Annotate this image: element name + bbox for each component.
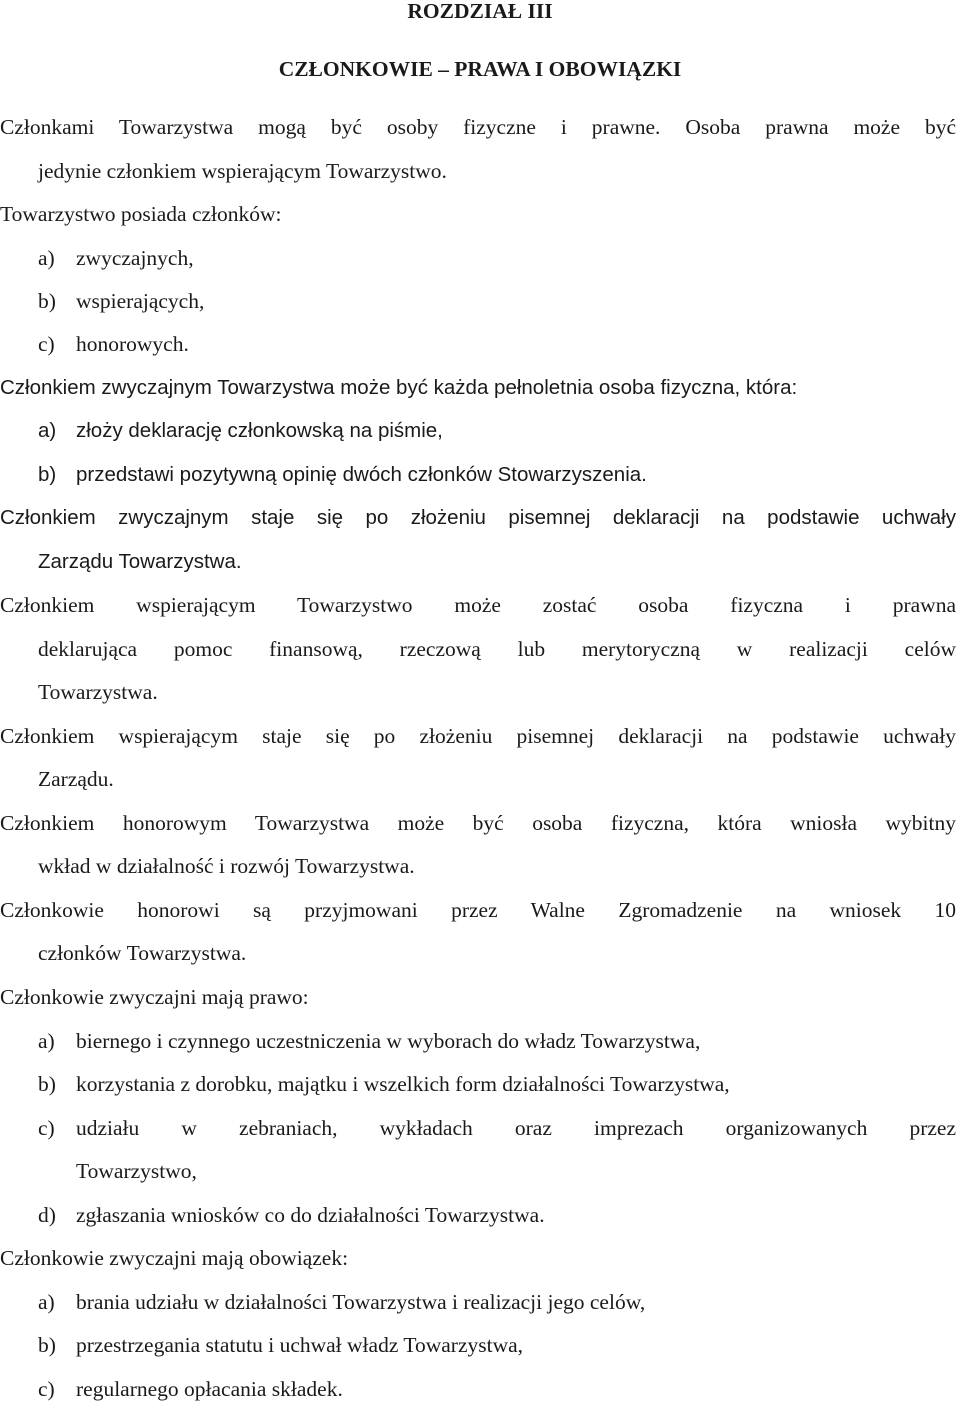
paragraph-9-intro: Członkowie zwyczajni mają prawo: (0, 985, 309, 1009)
list-item-text: honorowych. (76, 332, 189, 356)
list-item-continuation: Towarzystwo, (76, 1159, 197, 1183)
list-item-text: regularnego opłacania składek. (76, 1377, 343, 1401)
paragraph-10-intro: Członkowie zwyczajni mają obowiązek: (0, 1246, 349, 1270)
paragraph-2-intro: Towarzystwo posiada członków: (0, 202, 282, 226)
paragraph-1-line-1: Członkami Towarzystwa mogą być osoby fizyczne i prawne. Osoba prawna może być (0, 115, 956, 139)
list-item-label: c) (38, 1116, 55, 1140)
list-item-label: c) (38, 332, 55, 356)
paragraph-3-intro: Członkiem zwyczajnym Towarzystwa może być każda pełnoletnia osoba fizyczna, która: (0, 376, 798, 399)
paragraph-8-line-1: Członkowie honorowi są przyjmowani przez Walne Zgromadzenie na wniosek 10 (0, 898, 956, 922)
list-item-label: b) (38, 289, 56, 313)
list-item-label: b) (38, 1333, 56, 1357)
list-item-label: b) (38, 463, 57, 486)
list-item-text: wspierających, (76, 289, 205, 313)
list-item-text: udziału w zebraniach, wykładach oraz imprezach organizowanych przez (76, 1116, 956, 1140)
paragraph-7-line-2: wkład w działalność i rozwój Towarzystwa. (38, 854, 415, 878)
list-item-text: brania udziału w działalności Towarzystwa i realizacji jego celów, (76, 1290, 646, 1314)
chapter-title: ROZDZIAŁ III (407, 0, 553, 23)
chapter-subtitle: CZŁONKOWIE – PRAWA I OBOWIĄZKI (278, 57, 682, 81)
list-item-label: b) (38, 1072, 56, 1096)
list-item-text: przedstawi pozytywną opinię dwóch członków Stowarzyszenia. (76, 463, 647, 486)
paragraph-1-line-2: jedynie członkiem wspierającym Towarzystwo. (38, 159, 447, 183)
paragraph-7-line-1: Członkiem honorowym Towarzystwa może być osoba fizyczna, która wniosła wybitny (0, 811, 956, 835)
list-item-label: a) (38, 419, 57, 442)
list-item-label: a) (38, 1029, 55, 1053)
list-item-label: c) (38, 1377, 55, 1401)
paragraph-4-line-1: Członkiem zwyczajnym staje się po złożeniu pisemnej deklaracji na podstawie uchwały (0, 506, 956, 529)
paragraph-8-line-2: członków Towarzystwa. (38, 941, 247, 965)
list-item-text: biernego i czynnego uczestniczenia w wyborach do władz Towarzystwa, (76, 1029, 701, 1053)
list-item-label: a) (38, 1290, 55, 1314)
list-item-text: złoży deklarację członkowską na piśmie, (76, 419, 443, 442)
paragraph-6-line-1: Członkiem wspierającym staje się po złożeniu pisemnej deklaracji na podstawie uchwały (0, 724, 956, 748)
paragraph-5-line-1: Członkiem wspierającym Towarzystwo może zostać osoba fizyczna i prawna (0, 593, 956, 617)
paragraph-5-line-3: Towarzystwa. (38, 680, 158, 704)
list-item-label: a) (38, 246, 55, 270)
paragraph-6-line-2: Zarządu. (38, 767, 114, 791)
list-item-text: przestrzegania statutu i uchwał władz Towarzystwa, (76, 1333, 524, 1357)
paragraph-5-line-2: deklarująca pomoc finansową, rzeczową lub merytoryczną w realizacji celów (38, 637, 956, 661)
list-item-text: korzystania z dorobku, majątku i wszelkich form działalności Towarzystwa, (76, 1072, 730, 1096)
list-item-text: zwyczajnych, (76, 246, 194, 270)
list-item-text: zgłaszania wniosków co do działalności Towarzystwa. (76, 1203, 545, 1227)
list-item-label: d) (38, 1203, 56, 1227)
paragraph-4-line-2: Zarządu Towarzystwa. (38, 550, 242, 573)
